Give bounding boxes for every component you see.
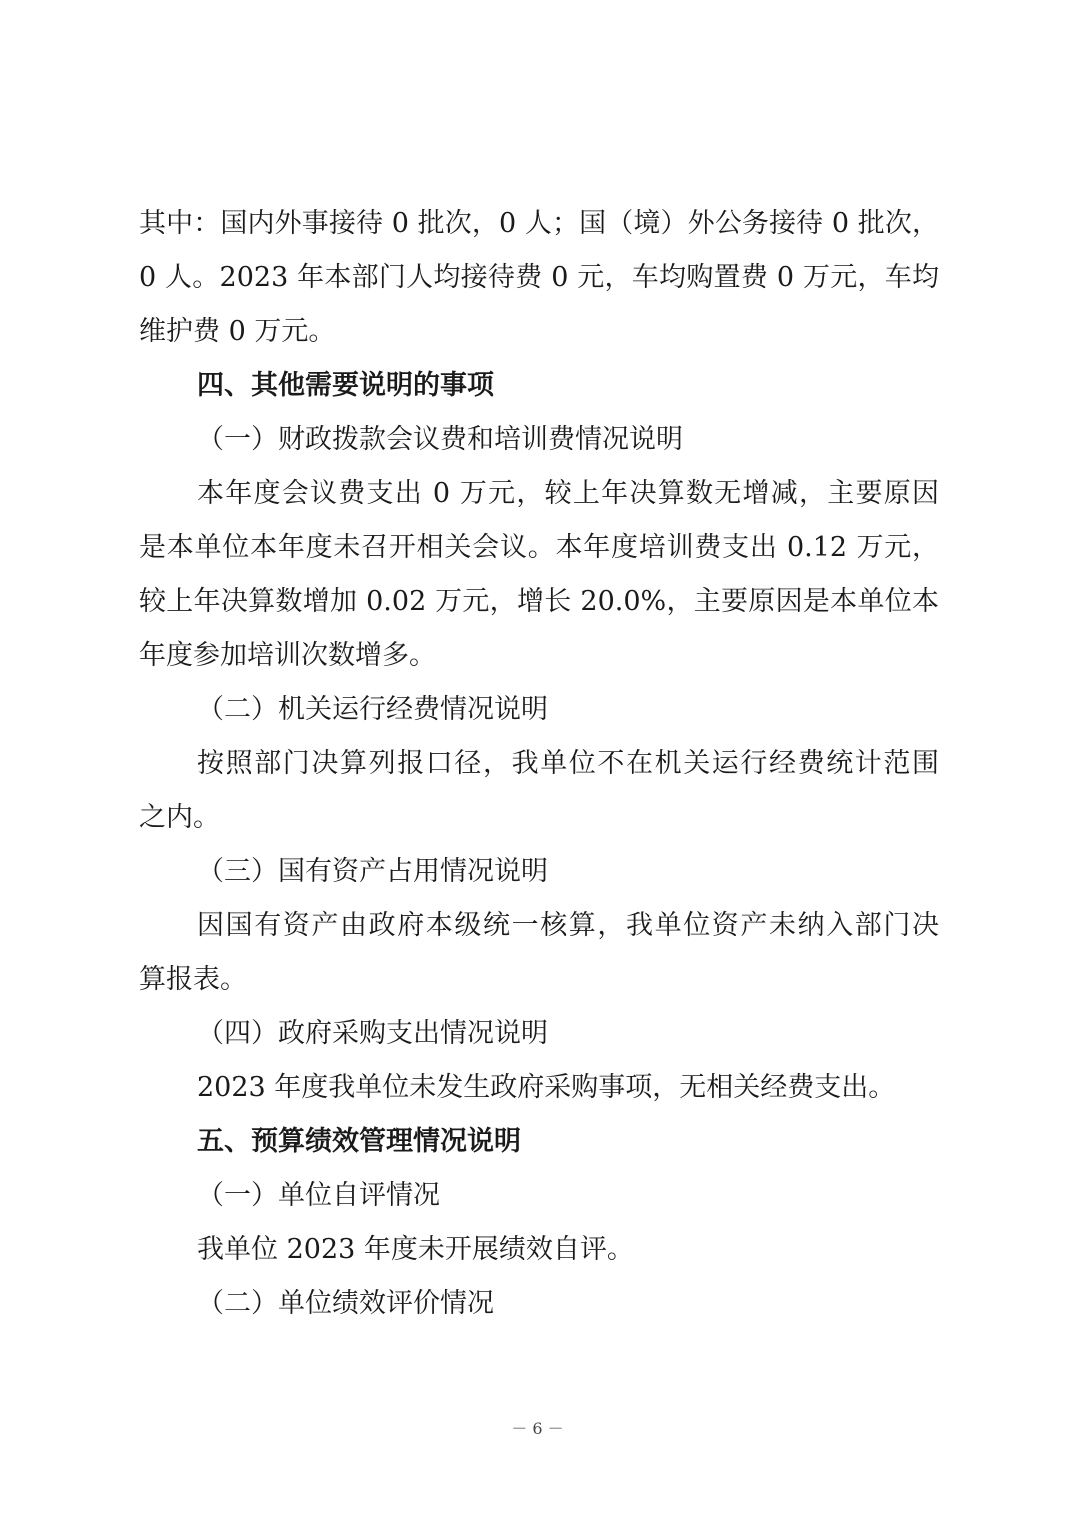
subsection-heading: （一）单位自评情况 bbox=[197, 1180, 440, 1211]
paragraph-line: 较上年决算数增加 0.02 万元，增长 20.0%，主要原因是本单位本 bbox=[139, 586, 939, 617]
paragraph-line: 年度参加培训次数增多。 bbox=[139, 640, 436, 671]
paragraph-line: 维护费 0 万元。 bbox=[139, 316, 336, 347]
subsection-heading: （一）财政拨款会议费和培训费情况说明 bbox=[197, 424, 683, 455]
subsection-heading: （三）国有资产占用情况说明 bbox=[197, 856, 548, 887]
paragraph-line: 是本单位本年度未召开相关会议。本年度培训费支出 0.12 万元， bbox=[139, 532, 939, 563]
paragraph-line: 之内。 bbox=[139, 802, 220, 833]
subsection-heading: （二）单位绩效评价情况 bbox=[197, 1288, 494, 1319]
paragraph-line: 按照部门决算列报口径，我单位不在机关运行经费统计范围 bbox=[197, 748, 939, 779]
paragraph-line: 2023 年度我单位未发生政府采购事项，无相关经费支出。 bbox=[197, 1072, 896, 1103]
paragraph-line: 其中：国内外事接待 0 批次，0 人；国（境）外公务接待 0 批次， bbox=[139, 208, 939, 239]
section-heading: 五、预算绩效管理情况说明 bbox=[197, 1126, 521, 1157]
paragraph-line: 本年度会议费支出 0 万元，较上年决算数无增减，主要原因 bbox=[197, 478, 939, 509]
section-heading: 四、其他需要说明的事项 bbox=[197, 370, 494, 401]
paragraph-line: 算报表。 bbox=[139, 964, 247, 995]
subsection-heading: （二）机关运行经费情况说明 bbox=[197, 694, 548, 725]
page-number: － 6 － bbox=[511, 1419, 564, 1438]
paragraph-line: 我单位 2023 年度未开展绩效自评。 bbox=[197, 1234, 634, 1265]
subsection-heading: （四）政府采购支出情况说明 bbox=[197, 1018, 548, 1049]
document-body bbox=[139, 197, 939, 1331]
paragraph-line: 因国有资产由政府本级统一核算，我单位资产未纳入部门决 bbox=[197, 910, 939, 941]
paragraph-line: 0 人。2023 年本部门人均接待费 0 元，车均购置费 0 万元，车均 bbox=[139, 262, 939, 293]
